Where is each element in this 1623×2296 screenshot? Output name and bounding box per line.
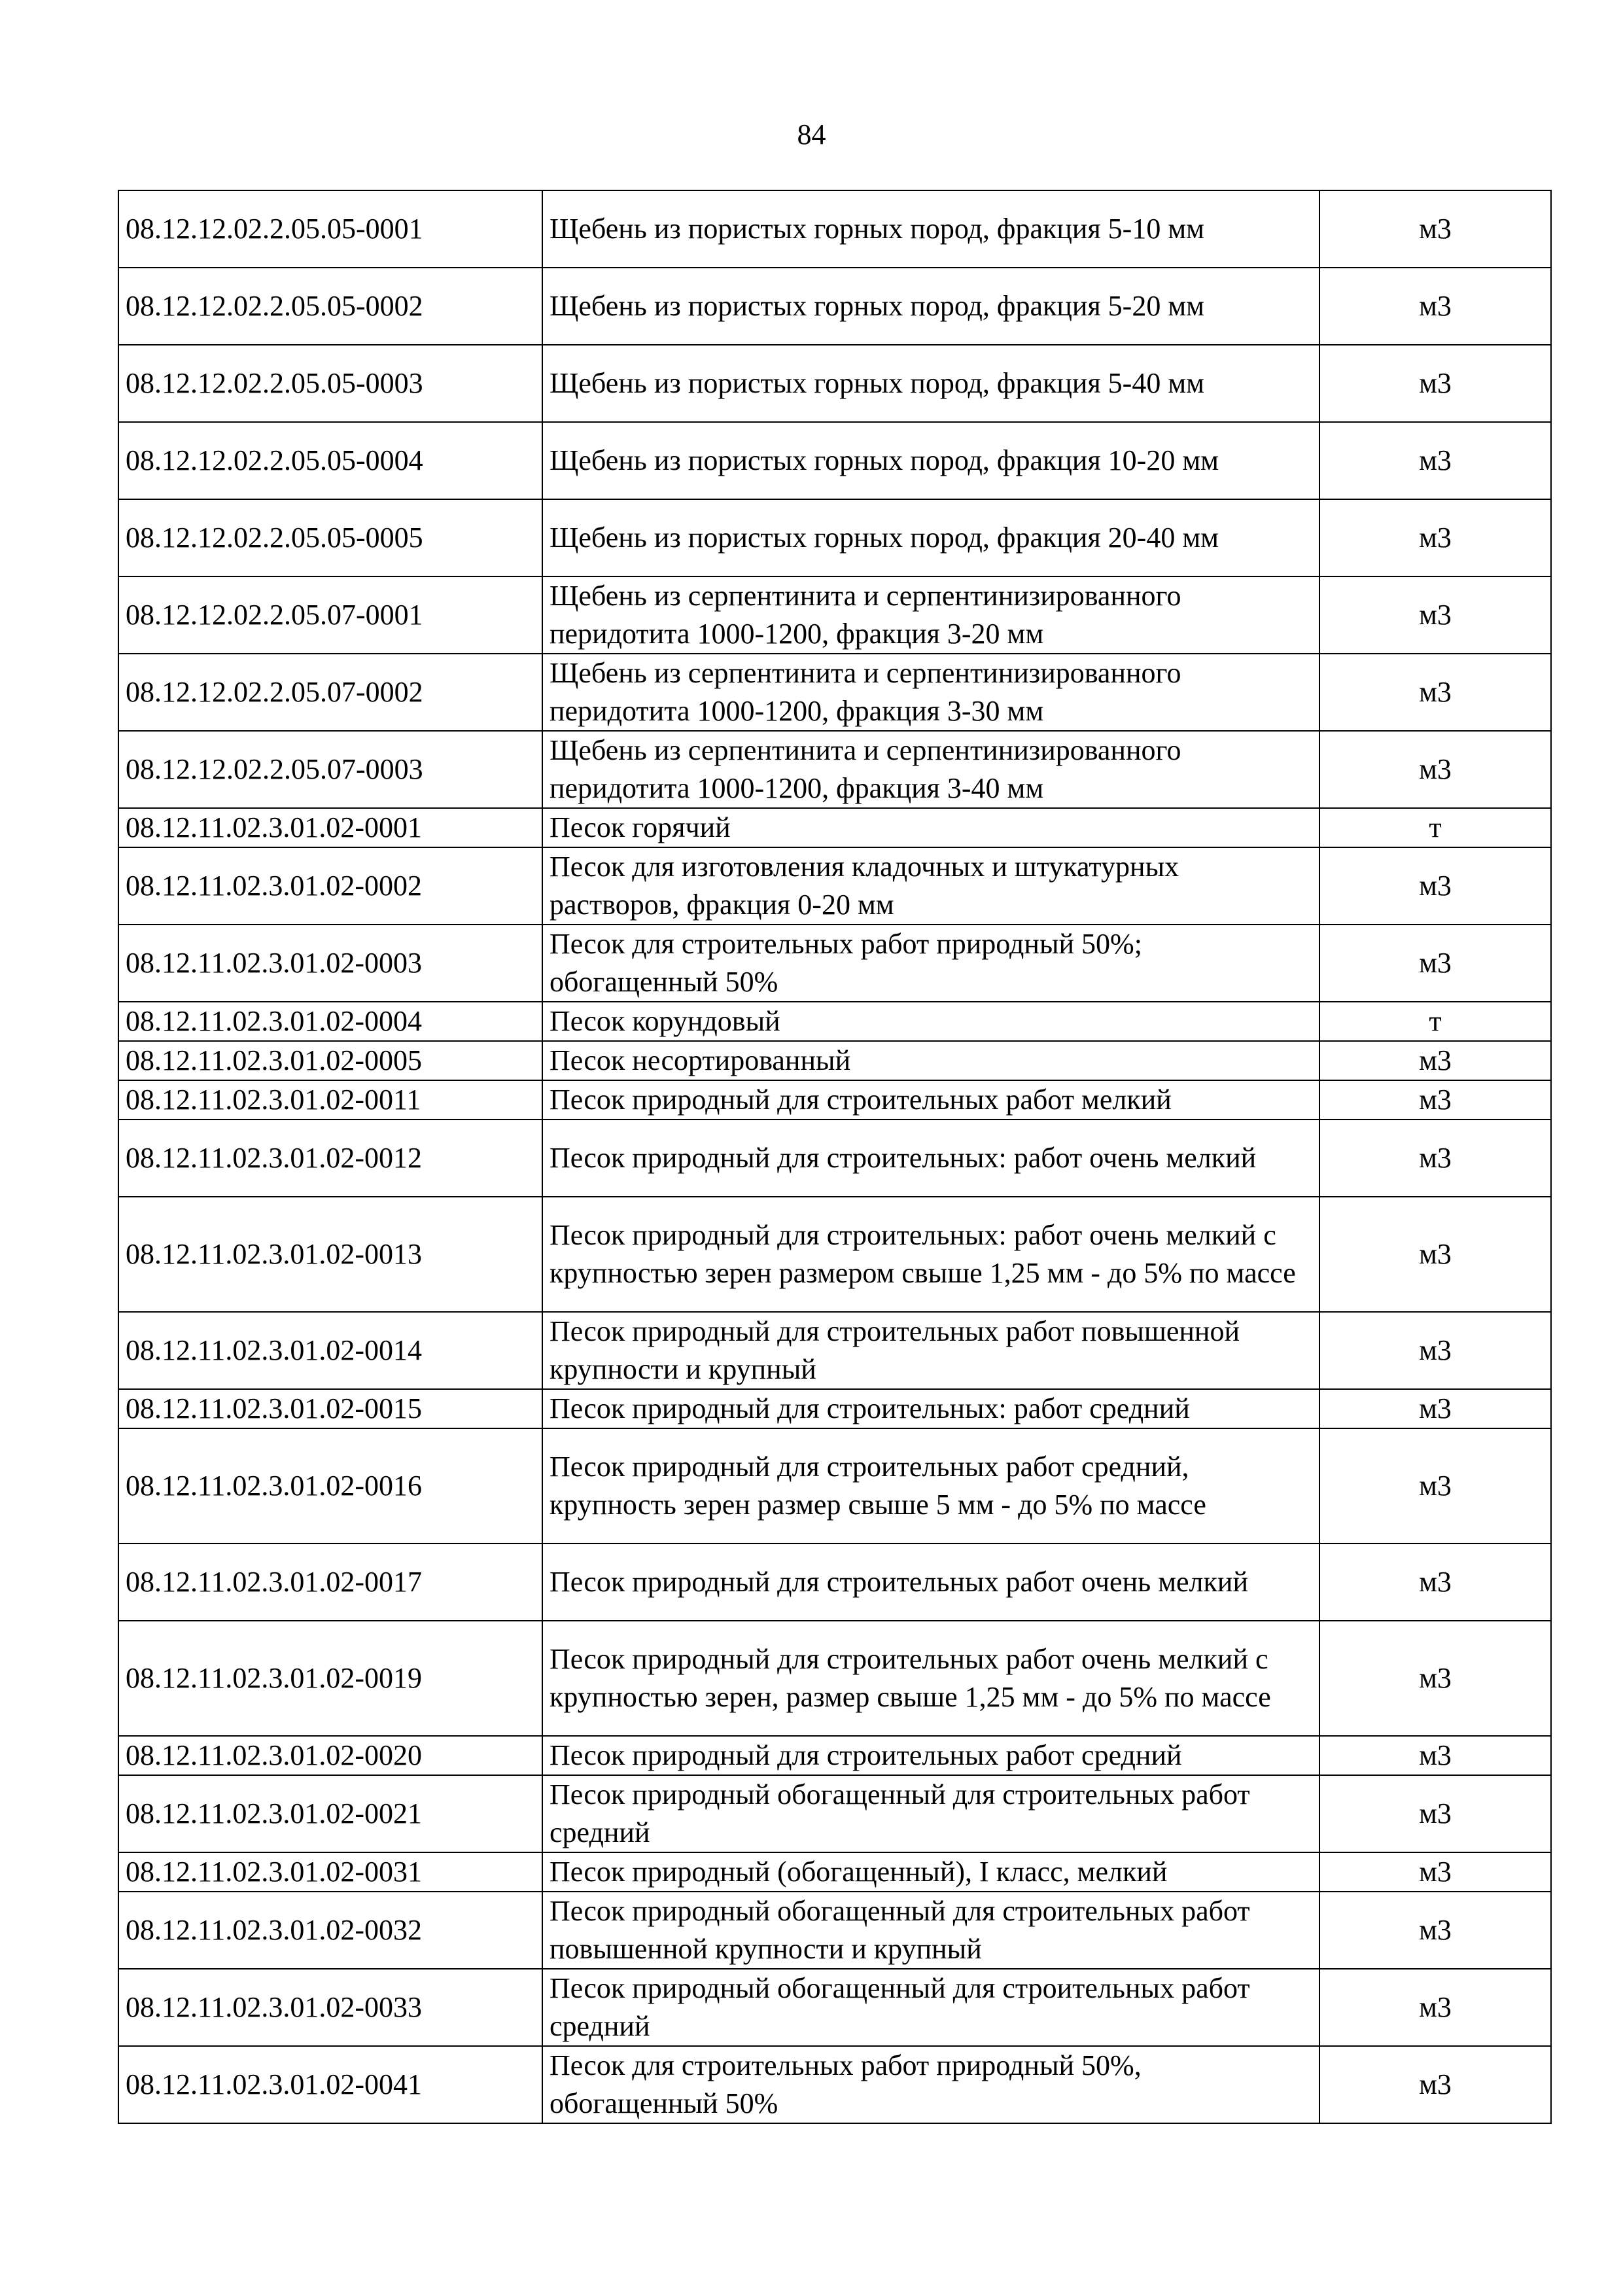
material-code-cell: 08.12.11.02.3.01.02-0012 bbox=[118, 1120, 542, 1197]
material-description-cell: Щебень из серпентинита и серпентинизированного перидотита 1000-1200, фракция 3-30 мм bbox=[542, 654, 1319, 731]
unit-of-measure-cell: м3 bbox=[1319, 1120, 1551, 1197]
unit-of-measure-cell: м3 bbox=[1319, 499, 1551, 576]
material-description-cell: Песок для строительных работ природный 50%, обогащенный 50% bbox=[542, 2046, 1319, 2123]
table-row bbox=[118, 1120, 1551, 1197]
table-row bbox=[118, 1852, 1551, 1892]
material-description-cell: Песок природный для строительных работ мелкий bbox=[542, 1080, 1319, 1120]
table-row bbox=[118, 1969, 1551, 2046]
unit-of-measure-cell: м3 bbox=[1319, 1775, 1551, 1852]
materials-table bbox=[118, 190, 1552, 2124]
unit-of-measure-cell: м3 bbox=[1319, 847, 1551, 925]
material-description-cell: Песок природный для строительных: работ очень мелкий с крупностью зерен размером свыше 1,25 мм - до 5% по массе bbox=[542, 1197, 1319, 1312]
table-row bbox=[118, 1892, 1551, 1969]
material-code-cell: 08.12.11.02.3.01.02-0005 bbox=[118, 1041, 542, 1080]
table-row bbox=[118, 345, 1551, 422]
material-code-cell: 08.12.11.02.3.01.02-0001 bbox=[118, 808, 542, 847]
table-row bbox=[118, 925, 1551, 1002]
material-description-cell: Песок природный обогащенный для строительных работ средний bbox=[542, 1775, 1319, 1852]
material-code-cell: 08.12.12.02.2.05.05-0002 bbox=[118, 268, 542, 345]
table-row bbox=[118, 1080, 1551, 1120]
material-code-cell: 08.12.12.02.2.05.07-0003 bbox=[118, 731, 542, 808]
material-code-cell: 08.12.11.02.3.01.02-0021 bbox=[118, 1775, 542, 1852]
material-description-cell: Щебень из пористых горных пород, фракция 20-40 мм bbox=[542, 499, 1319, 576]
material-description-cell: Песок природный для строительных работ средний, крупность зерен размер свыше 5 мм - до 5% по массе bbox=[542, 1428, 1319, 1544]
table-row bbox=[118, 1002, 1551, 1041]
material-description-cell: Песок природный для строительных работ очень мелкий bbox=[542, 1544, 1319, 1621]
table-row bbox=[118, 654, 1551, 731]
unit-of-measure-cell: м3 bbox=[1319, 190, 1551, 268]
material-description-cell: Песок природный для строительных: работ средний bbox=[542, 1389, 1319, 1428]
material-description-cell: Песок природный для строительных работ повышенной крупности и крупный bbox=[542, 1312, 1319, 1389]
material-code-cell: 08.12.11.02.3.01.02-0014 bbox=[118, 1312, 542, 1389]
material-code-cell: 08.12.11.02.3.01.02-0019 bbox=[118, 1621, 542, 1736]
material-description-cell: Песок природный обогащенный для строительных работ повышенной крупности и крупный bbox=[542, 1892, 1319, 1969]
unit-of-measure-cell: м3 bbox=[1319, 1736, 1551, 1775]
material-code-cell: 08.12.11.02.3.01.02-0015 bbox=[118, 1389, 542, 1428]
unit-of-measure-cell: м3 bbox=[1319, 1544, 1551, 1621]
material-description-cell: Щебень из пористых горных пород, фракция 5-40 мм bbox=[542, 345, 1319, 422]
material-code-cell: 08.12.11.02.3.01.02-0041 bbox=[118, 2046, 542, 2123]
material-code-cell: 08.12.12.02.2.05.07-0001 bbox=[118, 576, 542, 654]
material-description-cell: Песок для изготовления кладочных и штукатурных растворов, фракция 0-20 мм bbox=[542, 847, 1319, 925]
table-row bbox=[118, 1428, 1551, 1544]
unit-of-measure-cell: м3 bbox=[1319, 345, 1551, 422]
material-description-cell: Песок несортированный bbox=[542, 1041, 1319, 1080]
table-row bbox=[118, 2046, 1551, 2123]
material-description-cell: Песок корундовый bbox=[542, 1002, 1319, 1041]
material-description-cell: Песок природный для строительных: работ очень мелкий bbox=[542, 1120, 1319, 1197]
table-row bbox=[118, 1621, 1551, 1736]
material-code-cell: 08.12.11.02.3.01.02-0033 bbox=[118, 1969, 542, 2046]
material-code-cell: 08.12.11.02.3.01.02-0016 bbox=[118, 1428, 542, 1544]
table-row bbox=[118, 1544, 1551, 1621]
material-description-cell: Песок природный обогащенный для строительных работ средний bbox=[542, 1969, 1319, 2046]
table-row bbox=[118, 268, 1551, 345]
unit-of-measure-cell: м3 bbox=[1319, 925, 1551, 1002]
page-number: 84 bbox=[797, 118, 826, 150]
table-row bbox=[118, 847, 1551, 925]
material-description-cell: Песок горячий bbox=[542, 808, 1319, 847]
material-description-cell: Щебень из пористых горных пород, фракция 5-10 мм bbox=[542, 190, 1319, 268]
unit-of-measure-cell: т bbox=[1319, 808, 1551, 847]
unit-of-measure-cell: м3 bbox=[1319, 422, 1551, 499]
material-description-cell: Песок для строительных работ природный 50%; обогащенный 50% bbox=[542, 925, 1319, 1002]
table-row bbox=[118, 422, 1551, 499]
table-row bbox=[118, 731, 1551, 808]
table-row bbox=[118, 190, 1551, 268]
unit-of-measure-cell: м3 bbox=[1319, 1197, 1551, 1312]
table-row bbox=[118, 1312, 1551, 1389]
unit-of-measure-cell: м3 bbox=[1319, 654, 1551, 731]
material-code-cell: 08.12.12.02.2.05.05-0005 bbox=[118, 499, 542, 576]
unit-of-measure-cell: м3 bbox=[1319, 1312, 1551, 1389]
material-description-cell: Песок природный для строительных работ очень мелкий с крупностью зерен, размер свыше 1,25 мм - до 5% по массе bbox=[542, 1621, 1319, 1736]
material-code-cell: 08.12.12.02.2.05.07-0002 bbox=[118, 654, 542, 731]
table-row bbox=[118, 499, 1551, 576]
unit-of-measure-cell: м3 bbox=[1319, 1892, 1551, 1969]
material-code-cell: 08.12.11.02.3.01.02-0002 bbox=[118, 847, 542, 925]
material-description-cell: Щебень из пористых горных пород, фракция 5-20 мм bbox=[542, 268, 1319, 345]
material-description-cell: Песок природный (обогащенный), I класс, мелкий bbox=[542, 1852, 1319, 1892]
unit-of-measure-cell: м3 bbox=[1319, 1389, 1551, 1428]
unit-of-measure-cell: м3 bbox=[1319, 1621, 1551, 1736]
material-code-cell: 08.12.11.02.3.01.02-0011 bbox=[118, 1080, 542, 1120]
material-code-cell: 08.12.12.02.2.05.05-0003 bbox=[118, 345, 542, 422]
unit-of-measure-cell: т bbox=[1319, 1002, 1551, 1041]
material-code-cell: 08.12.11.02.3.01.02-0003 bbox=[118, 925, 542, 1002]
material-code-cell: 08.12.11.02.3.01.02-0020 bbox=[118, 1736, 542, 1775]
material-code-cell: 08.12.11.02.3.01.02-0004 bbox=[118, 1002, 542, 1041]
table-row bbox=[118, 1389, 1551, 1428]
material-description-cell: Щебень из серпентинита и серпентинизированного перидотита 1000-1200, фракция 3-40 мм bbox=[542, 731, 1319, 808]
unit-of-measure-cell: м3 bbox=[1319, 1428, 1551, 1544]
unit-of-measure-cell: м3 bbox=[1319, 268, 1551, 345]
unit-of-measure-cell: м3 bbox=[1319, 1080, 1551, 1120]
material-code-cell: 08.12.11.02.3.01.02-0017 bbox=[118, 1544, 542, 1621]
table-row bbox=[118, 576, 1551, 654]
material-code-cell: 08.12.11.02.3.01.02-0013 bbox=[118, 1197, 542, 1312]
material-code-cell: 08.12.11.02.3.01.02-0032 bbox=[118, 1892, 542, 1969]
table-row bbox=[118, 1736, 1551, 1775]
material-code-cell: 08.12.11.02.3.01.02-0031 bbox=[118, 1852, 542, 1892]
material-code-cell: 08.12.12.02.2.05.05-0001 bbox=[118, 190, 542, 268]
material-description-cell: Песок природный для строительных работ средний bbox=[542, 1736, 1319, 1775]
materials-table-body bbox=[118, 190, 1551, 2123]
table-row bbox=[118, 1197, 1551, 1312]
unit-of-measure-cell: м3 bbox=[1319, 2046, 1551, 2123]
unit-of-measure-cell: м3 bbox=[1319, 1969, 1551, 2046]
table-row bbox=[118, 1775, 1551, 1852]
table-row bbox=[118, 808, 1551, 847]
unit-of-measure-cell: м3 bbox=[1319, 576, 1551, 654]
material-description-cell: Щебень из серпентинита и серпентинизированного перидотита 1000-1200, фракция 3-20 мм bbox=[542, 576, 1319, 654]
unit-of-measure-cell: м3 bbox=[1319, 1852, 1551, 1892]
material-description-cell: Щебень из пористых горных пород, фракция 10-20 мм bbox=[542, 422, 1319, 499]
table-row bbox=[118, 1041, 1551, 1080]
unit-of-measure-cell: м3 bbox=[1319, 1041, 1551, 1080]
unit-of-measure-cell: м3 bbox=[1319, 731, 1551, 808]
material-code-cell: 08.12.12.02.2.05.05-0004 bbox=[118, 422, 542, 499]
